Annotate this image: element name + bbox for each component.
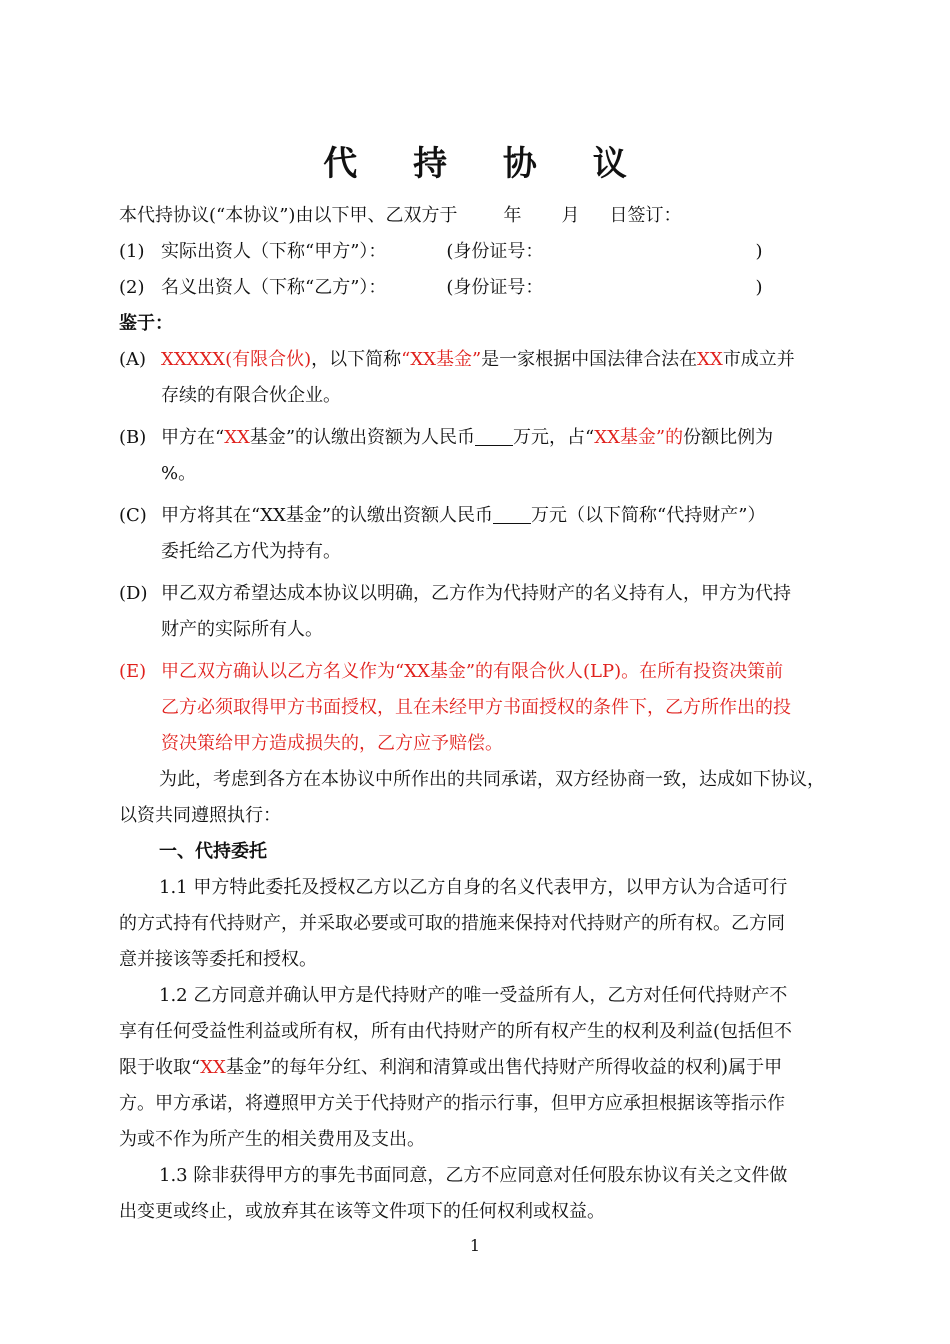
clause-1-2-line3 [119,1050,835,1086]
whereas-b-t3: 万元，占“ [513,427,595,448]
whereas-d-num: (D) [119,583,148,604]
party-1-id-label: (身份证号： [446,241,544,262]
whereas-e-text1: 甲乙双方确认以乙方名义作为“XX基金”的有限合伙人(LP)。在所有投资决策前 [161,661,784,682]
whereas-e-num: (E) [119,661,147,682]
whereas-d-text1: 甲乙双方希望达成本协议以明确，乙方作为代持财产的名义持有人，甲方为代持 [161,583,791,604]
party-2-num: (2) [119,277,145,298]
clause-1-2-line2: 享有任何受益性利益或所有权，所有由代持财产的所有权产生的权利及利益(包括但不 [119,1021,793,1042]
whereas-a-num: (A) [119,349,147,370]
whereas-b-fund-red: XX基金”的 [594,427,684,448]
whereas-c-line2: 委托给乙方代为持有。 [161,541,341,562]
whereas-a-t2: 是一家根据中国法律合法在 [481,349,698,370]
whereas-b-t1: 甲方在“ [161,427,225,448]
fund-short-name: “XX基金” [401,349,482,370]
party-2-label: 名义出资人（下称“乙方”）： [161,277,387,298]
amount-blank-2 [493,505,531,524]
clause-1-2-line1: 1.2 乙方同意并确认甲方是代持财产的唯一受益所有人，乙方对任何代持财产不 [159,985,788,1006]
document-body [119,198,835,1230]
party-1-num: (1) [119,241,145,262]
intro-text: 本代持协议(“本协议”)由以下甲、乙双方于 [119,205,458,226]
amount-blank [475,427,513,446]
preamble-line2: 以资共同遵照执行： [119,805,281,826]
whereas-d-line1 [119,576,835,612]
clause-1-2-fund: XX [200,1057,226,1078]
whereas-c-t1: 甲方将其在“XX基金”的认缴出资额人民币 [161,505,494,526]
whereas-a-t3: 市成立并 [722,349,795,370]
party-1-label: 实际出资人（下称“甲方”）： [161,241,387,262]
clause-1-3-line2: 出变更或终止，或放弃其在该等文件项下的任何权利或权益。 [119,1201,605,1222]
document-title: 代 持 协 议 [323,144,649,184]
preamble-line1: 为此，考虑到各方在本协议中所作出的共同承诺，双方经协商一致，达成如下协议， [159,769,825,790]
whereas-c-t2: 万元（以下简称“代持财产”） [531,505,766,526]
whereas-heading: 鉴于： [119,313,173,334]
whereas-b-line2: %。 [161,463,197,484]
city-name: XX [697,349,723,370]
whereas-b-line1 [119,420,835,456]
clause-1-1-line1: 1.1 甲方特此委托及授权乙方以乙方自身的名义代表甲方，以甲方认为合适可行 [159,877,788,898]
intro-day-signed: 日签订： [609,205,682,226]
page-number: 1 [469,1236,481,1255]
whereas-e-line3: 资决策给甲方造成损失的，乙方应予赔偿。 [161,733,503,754]
intro-year: 年 [503,205,522,226]
clause-1-1-line2: 的方式持有代持财产，并采取必要或可取的措施来保持对代持财产的所有权。乙方同 [119,913,785,934]
whereas-d-line2: 财产的实际所有人。 [161,619,323,640]
party-2-close: ) [755,277,763,298]
intro-month: 月 [561,205,580,226]
fund-full-name: XXXXX(有限合伙) [161,349,312,370]
whereas-a-t1: ，以下简称 [311,349,402,370]
party-1-close: ) [755,241,763,262]
clause-1-2-line5: 为或不作为所产生的相关费用及支出。 [119,1129,425,1150]
whereas-a-line2: 存续的有限合伙企业。 [161,385,341,406]
intro-line [119,198,835,234]
party-1 [119,234,835,270]
party-2-id-label: (身份证号： [446,277,544,298]
clause-1-2-line4: 方。甲方承诺，将遵照甲方关于代持财产的指示行事，但甲方应承担根据该等指示作 [119,1093,785,1114]
clause-1-3-line1: 1.3 除非获得甲方的事先书面同意，乙方不应同意对任何股东协议有关之文件做 [159,1165,788,1186]
whereas-c-num: (C) [119,505,147,526]
whereas-e-line1 [119,654,835,690]
whereas-b-num: (B) [119,427,147,448]
whereas-c-line1 [119,498,835,534]
section-1-heading: 一、代持委托 [159,841,267,862]
party-2 [119,270,835,306]
clause-1-2-line3-a: 限于收取“ [119,1057,201,1078]
clause-1-2-line3-b: 基金”的每年分红、利润和清算或出售代持财产所得收益的权利)属于甲 [225,1057,783,1078]
clause-1-1-line3: 意并接该等委托和授权。 [119,949,317,970]
whereas-b-fund: XX [224,427,250,448]
whereas-b-t2: 基金”的认缴出资额为人民币 [249,427,476,448]
whereas-a-line1 [119,342,835,378]
whereas-b-t4: 份额比例为 [683,427,774,448]
whereas-e-line2: 乙方必须取得甲方书面授权，且在未经甲方书面授权的条件下，乙方所作出的投 [161,697,791,718]
